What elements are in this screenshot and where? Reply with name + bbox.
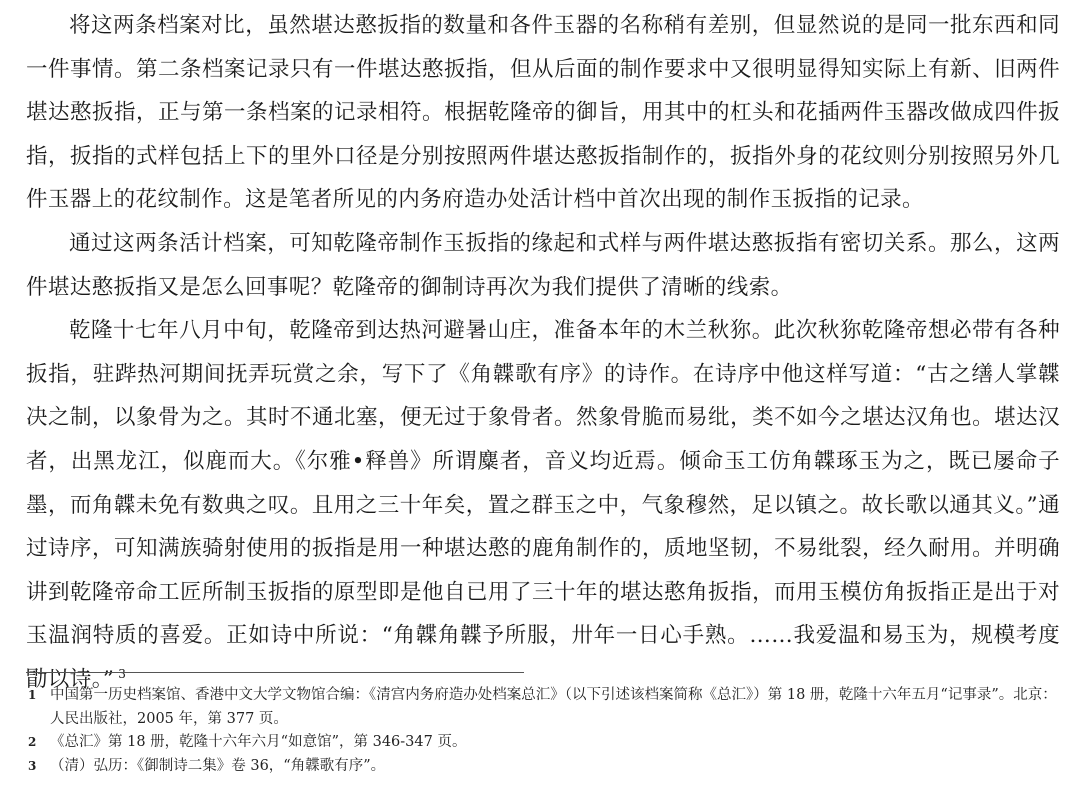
footnote-reference-3[interactable]: 3	[118, 666, 127, 681]
paragraph-2: 通过这两条活计档案，可知乾隆帝制作玉扳指的缘起和式样与两件堪达憨扳指有密切关系。那么，这两件堪达憨扳指又是怎么回事呢？乾隆帝的御制诗再次为我们提供了清晰的线索。	[26, 230, 1060, 300]
footnote-number: 2	[28, 735, 37, 749]
paragraph-1: 将这两条档案对比，虽然堪达憨扳指的数量和各件玉器的名称稍有差别，但显然说的是同一批东西和同一件事情。第二条档案记录只有一件堪达憨扳指，但从后面的制作要求中又很明显得知实际上有新、旧两件堪达憨扳指，正与第一条档案的记录相符。根据乾隆帝的御旨，用其中的杠头和花插两件玉器改做成四件扳指，扳指的式样包括上下的里外口径是分别按照两件堪达憨扳指制作的，扳指外身的花纹则分别按照另外几件玉器上的花纹制作。这是笔者所见的内务府造办处活计档中首次出现的制作玉扳指的记录。	[26, 13, 1060, 213]
paragraph-3-text: 乾隆十七年八月中旬，乾隆帝到达热河避暑山庄，准备本年的木兰秋狝。此次秋狝乾隆帝想必带有各种扳指，驻跸热河期间抚弄玩赏之余，写下了《角韘歌有序》的诗作。在诗序中他这样写道：“古之缮人掌韘决之制，以象骨为之。其时不通北塞，便无过于象骨者。然象骨脆而易纰，类不如今之堪达汉角也。堪达汉者，出黑龙江，似鹿而大。《尔雅•释兽》所谓麋者，音义均近焉。倾命玉工仿角韘琢玉为之，既已屡命子墨，而角韘未免有数典之叹。且用之三十年矣，置之群玉之中，气象穆然，足以镇之。故长歌以通其义。”通过诗序，可知满族骑射使用的扳指是用一种堪达憨的鹿角制作的，质地坚韧，不易纰裂，经久耐用。并明确讲到乾隆帝命工匠所制玉扳指的原型即是他自已用了三十年的堪达憨角扳指，而用玉模仿角扳指正是出于对玉温润特质的喜爱。正如诗中所说：“角韘角韘予所服，卅年一日心手熟。……我爱温和易玉为，规模考度勖以诗。”	[26, 318, 1060, 692]
footnote-text: （清）弘历：《御制诗二集》卷 36，“角韘歌有序”。	[50, 757, 386, 774]
footnote-3	[26, 755, 1060, 779]
body-text	[26, 4, 1060, 702]
document-page	[26, 0, 1060, 702]
footnote-2	[26, 731, 1060, 755]
footnote-number: 1	[28, 688, 37, 702]
footnote-text: 《总汇》第 18 册，乾隆十六年六月“如意馆”，第 346-347 页。	[50, 734, 467, 750]
footnote-text: 中国第一历史档案馆、香港中文大学文物馆合编：《清宫内务府造办处档案总汇》（以下引述该档案简称《总汇》）第 18 册，乾隆十六年五月“记事录”。北京：人民出版社，2005 年，第 377 页。	[50, 687, 1057, 727]
footnotes	[26, 684, 1060, 778]
footnote-divider	[26, 672, 524, 673]
footnote-1	[26, 684, 1060, 731]
paragraph-3	[26, 309, 1060, 701]
footnote-number: 3	[28, 758, 37, 773]
